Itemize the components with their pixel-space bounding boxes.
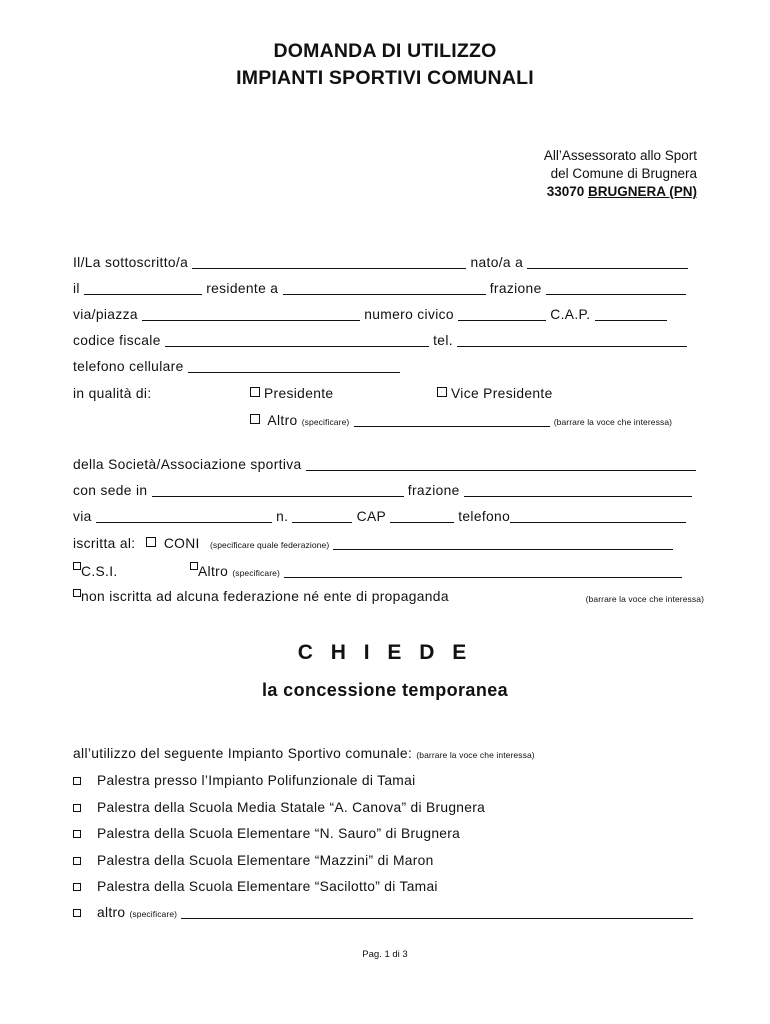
facility-choose-note: (barrare la voce che interessa) [416,750,535,760]
applicant-birth-row [73,281,686,296]
hamlet-label: frazione [489,281,542,296]
checkbox-icon[interactable] [146,537,156,547]
checkbox-icon[interactable] [250,414,260,424]
association-other-label: Altro [198,564,229,579]
csi-option[interactable] [73,562,118,579]
recipient-line1: All’Assessorato allo Sport [543,148,697,163]
street-field[interactable] [142,308,360,321]
association-cap-label: CAP [356,509,386,524]
association-phone-field[interactable] [510,510,686,523]
coni-note: (specificare quale federazione) [209,540,330,550]
on-label: il [73,281,80,296]
facility-intro-row [73,746,535,761]
facility-other-field[interactable] [181,909,693,919]
street-label: via/piazza [73,307,138,322]
tel-field[interactable] [457,334,687,347]
association-name-field[interactable] [306,458,696,471]
page-number: Pag. 1 di 3 [362,949,408,960]
recipient-city: BRUGNERA (PN) [588,184,697,199]
mobile-field[interactable] [188,360,400,373]
facility-other-row [97,905,693,920]
document-title-line2: IMPIANTI SPORTIVI COMUNALI [236,67,534,89]
facility-other-note: (specificare) [129,909,178,919]
association-name-row [73,457,696,472]
association-choose-note: (barrare la voce che interessa) [585,594,704,604]
applicant-fiscal-row [73,333,687,348]
registered-row [73,536,673,551]
facility-option-label: Palestra presso l’Impianto Polifunzionale di Tamai [97,773,416,788]
seat-label: con sede in [73,483,148,498]
association-street-field[interactable] [96,510,272,523]
checkbox-icon[interactable] [73,804,81,812]
born-label: nato/a a [470,255,524,270]
association-seat-row [73,483,692,498]
facility-other-label: altro [97,905,126,920]
role-label: in qualità di: [73,386,152,401]
association-name-label: della Società/Associazione sportiva [73,457,302,472]
birthplace-field[interactable] [527,256,688,269]
association-number-field[interactable] [292,510,352,523]
role-other-option[interactable] [250,413,672,428]
association-number-label: n. [276,509,289,524]
fiscal-code-label: codice fiscale [73,333,161,348]
checkbox-icon[interactable] [73,562,81,570]
association-address-row [73,509,686,524]
cap-field[interactable] [595,308,667,321]
applicant-address-row [73,307,667,322]
fiscal-code-field[interactable] [165,334,429,347]
hamlet-field[interactable] [546,282,686,295]
not-registered-option[interactable] [73,589,449,604]
role-other-field[interactable] [354,417,550,427]
not-registered-label: non iscritta ad alcuna federazione né ente di propaganda [81,589,449,604]
signer-label: Il/La sottoscritto/a [73,255,189,270]
role-choose-note: (barrare la voce che interessa) [553,417,673,427]
coni-field[interactable] [333,540,673,550]
checkbox-icon[interactable] [190,562,198,570]
civic-label: numero civico [364,307,454,322]
seat-field[interactable] [152,484,404,497]
role-vice-option[interactable] [437,386,553,401]
role-other-specify-note: (specificare) [301,417,350,427]
facility-option-label: Palestra della Scuola Elementare “N. Sauro” di Brugnera [97,826,461,841]
civic-field[interactable] [458,308,546,321]
recipient-city-line [547,183,697,201]
association-hamlet-label: frazione [407,483,460,498]
recipient-line2: del Comune di Brugnera [550,166,697,181]
applicant-mobile-row [73,359,400,374]
csi-label: C.S.I. [81,564,118,579]
association-street-label: via [73,509,92,524]
checkbox-icon[interactable] [250,387,260,397]
residence-field[interactable] [283,282,486,295]
association-other-note: (specificare) [232,568,280,578]
cap-label: C.A.P. [550,307,591,322]
checkbox-icon[interactable] [73,830,81,838]
checkbox-icon[interactable] [73,589,81,597]
association-other-field[interactable] [284,568,682,578]
association-hamlet-field[interactable] [464,484,692,497]
checkbox-icon[interactable] [73,883,81,891]
document-title-line1: DOMANDA DI UTILIZZO [273,40,497,62]
role-vice-label: Vice Presidente [451,386,553,401]
request-subheading: la concessione temporanea [261,680,509,700]
tel-label: tel. [433,333,453,348]
association-phone-label: telefono [458,509,511,524]
role-president-option[interactable] [250,386,333,401]
facility-option-label: Palestra della Scuola Media Statale “A. Canova” di Brugnera [97,800,486,815]
registered-label: iscritta al: [73,536,136,551]
association-cap-field[interactable] [390,510,454,523]
checkbox-icon[interactable] [73,857,81,865]
checkbox-icon[interactable] [73,777,81,785]
role-other-label: Altro [267,413,298,428]
applicant-name-row [73,255,688,270]
checkbox-icon[interactable] [437,387,447,397]
birthdate-field[interactable] [84,282,202,295]
request-heading: C H I E D E [297,641,473,664]
role-president-label: Presidente [264,386,334,401]
signer-name-field[interactable] [192,256,466,269]
association-other-option[interactable] [190,562,682,579]
checkbox-icon[interactable] [73,909,81,917]
mobile-label: telefono cellulare [73,359,184,374]
recipient-postcode: 33070 [546,184,585,199]
facility-option-label: Palestra della Scuola Elementare “Sacilotto” di Tamai [97,879,438,894]
resident-label: residente a [206,281,279,296]
facility-option-label: Palestra della Scuola Elementare “Mazzini” di Maron [97,853,434,868]
coni-label: CONI [163,536,200,551]
facility-intro: all’utilizzo del seguente Impianto Sportivo comunale: [73,746,413,761]
